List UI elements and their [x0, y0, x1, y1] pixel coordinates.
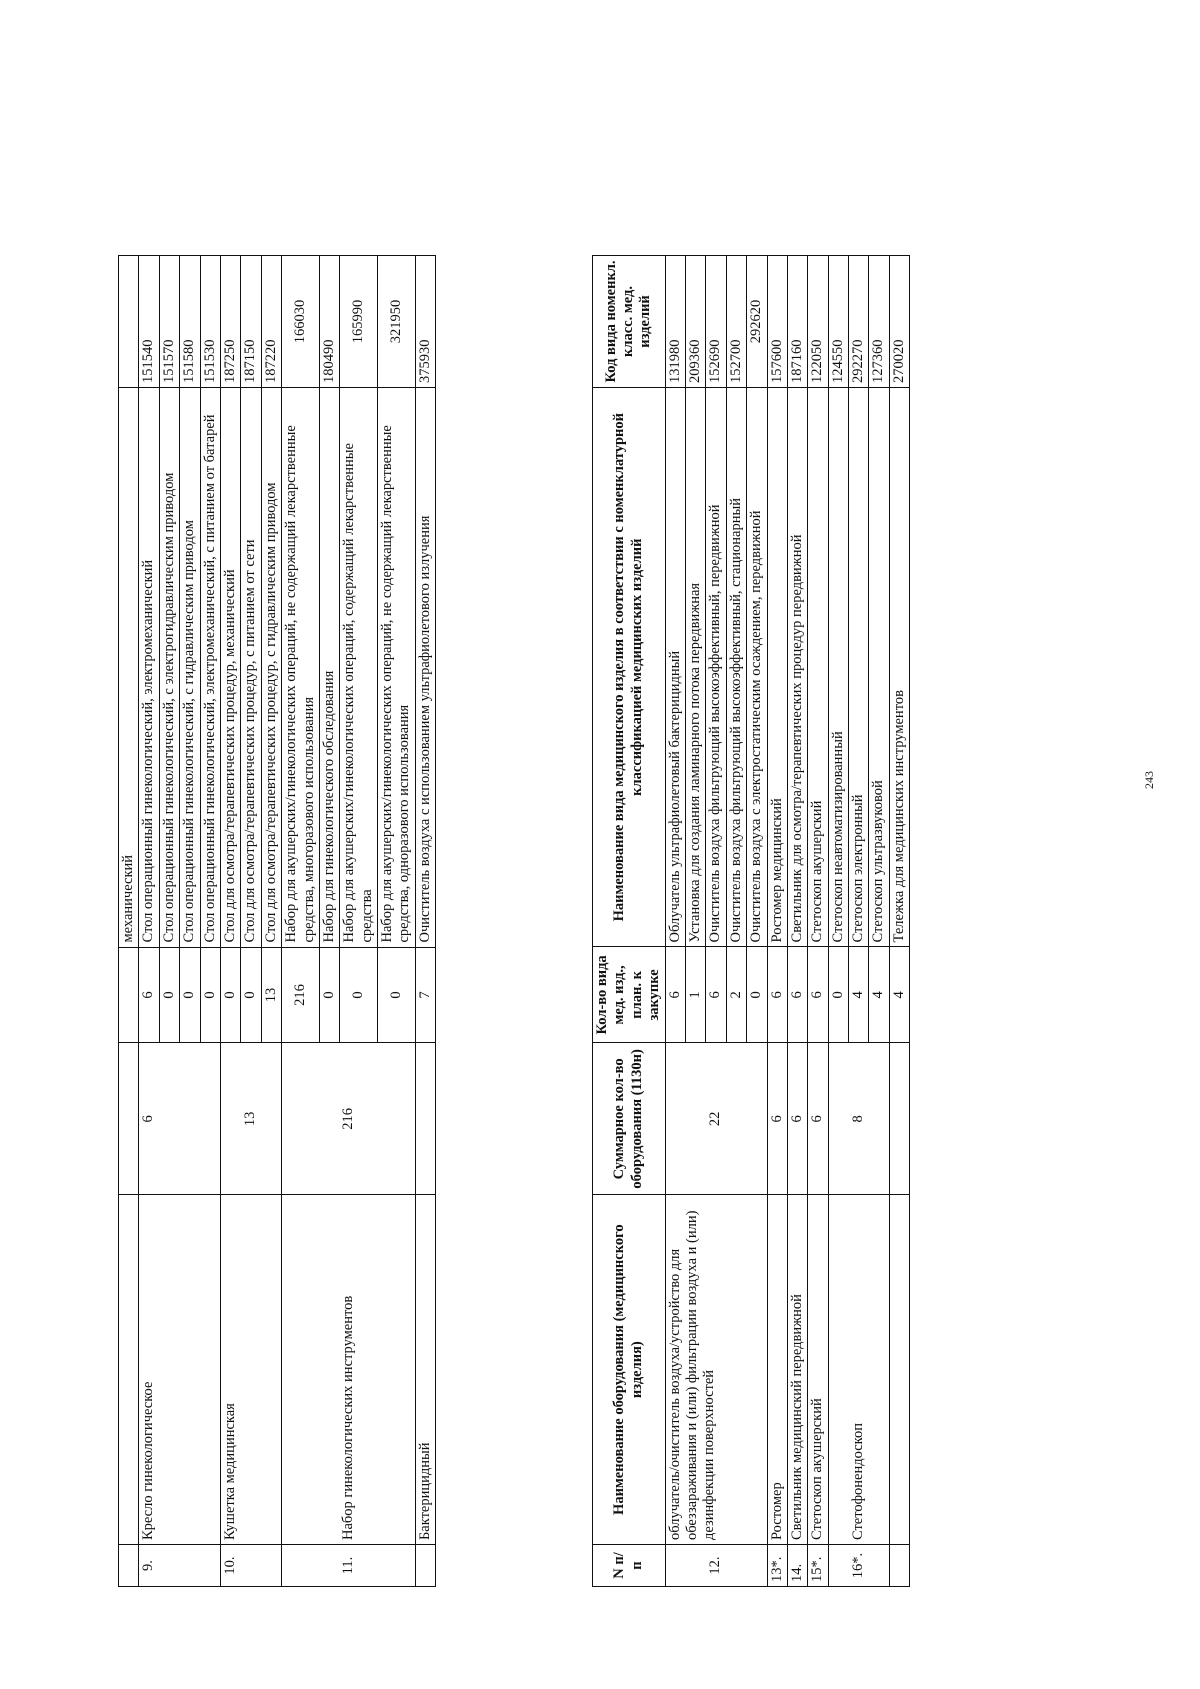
planned-quantity: 13: [261, 947, 281, 1043]
table-row: [787, 256, 807, 1587]
table-row: [767, 256, 787, 1587]
page-number: 243: [1142, 771, 1156, 789]
equipment-name: Кресло гинекологическое: [139, 1195, 221, 1545]
device-type-name: Стетоскоп неавтоматизированный: [828, 387, 848, 946]
device-type-name: Набор для акушерских/гинекологических операций, не содержащий лекарственные средства, одноразового использования: [378, 387, 416, 947]
device-code: 124550: [828, 256, 848, 388]
equipment-name: Бактерицидный: [415, 1195, 435, 1545]
device-type-name: Набор для акушерских/гинекологических операций, содержащий лекарственные средства: [340, 387, 378, 947]
planned-quantity: 6: [665, 947, 685, 1043]
device-type-name: Тележка для медицинских инструментов: [889, 387, 909, 946]
device-code: 166030: [282, 256, 320, 388]
table-row: [415, 256, 435, 1587]
device-code: 152700: [726, 256, 746, 388]
planned-quantity: 0: [828, 947, 848, 1043]
planned-quantity: 0: [340, 947, 378, 1043]
device-code: 187150: [241, 256, 261, 388]
device-code: 151540: [139, 256, 159, 388]
device-code: 187160: [787, 256, 807, 388]
planned-quantity: 0: [747, 947, 767, 1043]
device-type-name: Стол операционный гинекологический, с гидравлическим приводом: [180, 387, 200, 947]
planned-quantity: 216: [282, 947, 320, 1043]
planned-quantity: 6: [767, 947, 787, 1043]
device-code: 321950: [378, 256, 416, 388]
planned-quantity: 0: [378, 947, 416, 1043]
table-row: [828, 256, 848, 1587]
header-total-quantity: Суммарное кол-во оборудования (1130н): [593, 1043, 666, 1195]
device-type-name: Ростомер медицинский: [767, 387, 787, 946]
device-type-name: Очиститель воздуха с электростатическим осаждением, передвижной: [747, 387, 767, 946]
row-number: 9.: [139, 1545, 221, 1587]
planned-quantity: 6: [787, 947, 807, 1043]
planned-quantity: 6: [706, 947, 726, 1043]
device-type-name: Стол операционный гинекологический, электромеханический, с питанием от батарей: [200, 387, 220, 947]
table-row: [665, 256, 685, 1587]
device-type-name: Установка для создания ламинарного потока передвижная: [685, 387, 705, 946]
planned-quantity: 4: [849, 947, 869, 1043]
device-type-name: Набор для акушерских/гинекологических операций, не содержащий лекарственные средства, многоразового использования: [282, 387, 320, 947]
table-row: [889, 256, 909, 1587]
device-type-name: Набор для гинекологического обследования: [319, 387, 339, 947]
device-type-name: Облучатель ультрафиолетовый бактерицидный: [665, 387, 685, 946]
equipment-table-bottom: [592, 255, 910, 1587]
planned-quantity: 6: [139, 947, 159, 1043]
device-type-name: Стол для осмотра/терапевтических процедур, с гидравлическим приводом: [261, 387, 281, 947]
header-equipment-name: Наименование оборудования (медицинского изделия): [593, 1195, 666, 1545]
device-type-name: Светильник для осмотра/терапевтических процедур передвижной: [787, 387, 807, 946]
device-code: 127360: [869, 256, 889, 388]
planned-quantity: 6: [808, 947, 828, 1043]
total-quantity: 216: [282, 1043, 416, 1195]
equipment-name: Кушетка медицинская: [220, 1195, 281, 1545]
device-type-name: Очиститель воздуха фильтрующий высокоэффективный, передвижной: [706, 387, 726, 946]
row-number: 13*.: [767, 1545, 787, 1587]
planned-quantity: 0: [319, 947, 339, 1043]
device-type-name: Стол для осмотра/терапевтических процедур, механический: [220, 387, 240, 947]
table-row: [119, 256, 139, 1587]
planned-quantity: 2: [726, 947, 746, 1043]
equipment-name: Стетоскоп акушерский: [808, 1195, 828, 1545]
device-code: 151530: [200, 256, 220, 388]
total-quantity: 8: [828, 1043, 889, 1195]
device-type-name: Стол для осмотра/терапевтических процедур, с питанием от сети: [241, 387, 261, 947]
planned-quantity: 0: [180, 947, 200, 1043]
device-code: 180490: [319, 256, 339, 388]
device-type-name: механический: [119, 387, 139, 947]
device-code: 151570: [159, 256, 179, 388]
row-number: 14.: [787, 1545, 807, 1587]
equipment-name: Набор гинекологических инструментов: [282, 1195, 416, 1545]
row-number: 12.: [665, 1545, 767, 1587]
header-planned-quantity: Кол-во вида мед. изд., план. к закупке: [593, 947, 666, 1043]
row-number: 15*.: [808, 1545, 828, 1587]
device-type-name: Очиститель воздуха фильтрующий высокоэффективный, стационарный: [726, 387, 746, 946]
device-code: 151580: [180, 256, 200, 388]
row-number: 16*.: [828, 1545, 889, 1587]
device-type-name: Стол операционный гинекологический, электромеханический: [139, 387, 159, 947]
device-code: 187220: [261, 256, 281, 388]
total-quantity: 6: [767, 1043, 787, 1195]
planned-quantity: 0: [241, 947, 261, 1043]
planned-quantity: 7: [415, 947, 435, 1043]
table-row: [220, 256, 240, 1587]
equipment-name: Светильник медицинский передвижной: [787, 1195, 807, 1545]
device-code: 187250: [220, 256, 240, 388]
header-code: Код вида номенкл. класс. мед. изделий: [593, 256, 666, 388]
header-device-type: Наименование вида медицинского изделия в соответствии с номенклатурной классификацией медицинских изделий: [593, 387, 666, 946]
device-type-name: Стетоскоп электронный: [849, 387, 869, 946]
device-type-name: Стетоскоп ультразвуковой: [869, 387, 889, 946]
planned-quantity: 0: [200, 947, 220, 1043]
total-quantity: 6: [808, 1043, 828, 1195]
device-code: 152690: [706, 256, 726, 388]
planned-quantity: 4: [889, 947, 909, 1043]
equipment-table-top: [118, 255, 436, 1587]
table-row: [282, 256, 320, 1587]
device-code: 270020: [889, 256, 909, 388]
planned-quantity: 0: [159, 947, 179, 1043]
equipment-name: Ростомер: [767, 1195, 787, 1545]
device-code: 375930: [415, 256, 435, 388]
equipment-name: облучатель/очиститель воздуха/устройство для обеззараживания и (или) фильтрации воздуха и (или) дезинфекции поверхностей: [665, 1195, 767, 1545]
device-type-name: Стетоскоп акушерский: [808, 387, 828, 946]
device-code: 165990: [340, 256, 378, 388]
total-quantity: 13: [220, 1043, 281, 1195]
total-quantity: 6: [139, 1043, 221, 1195]
device-code: 122050: [808, 256, 828, 388]
table-header-row: [593, 256, 666, 1587]
row-number: 11.: [282, 1545, 416, 1587]
total-quantity: 22: [665, 1043, 767, 1195]
device-code: 292620: [747, 256, 767, 388]
device-code: 209360: [685, 256, 705, 388]
device-type-name: Стол операционный гинекологический, с электрогидравлическим приводом: [159, 387, 179, 947]
planned-quantity: 4: [869, 947, 889, 1043]
row-number: 10.: [220, 1545, 281, 1587]
equipment-name: Стетофонендоскоп: [828, 1195, 889, 1545]
planned-quantity: 1: [685, 947, 705, 1043]
planned-quantity: 0: [220, 947, 240, 1043]
device-code: 157600: [767, 256, 787, 388]
device-code: 292270: [849, 256, 869, 388]
header-number: N п/п: [593, 1545, 666, 1587]
device-code: 131980: [665, 256, 685, 388]
device-type-name: Очиститель воздуха с использованием ультрафиолетового излучения: [415, 387, 435, 947]
table-row: [139, 256, 159, 1587]
table-row: [808, 256, 828, 1587]
total-quantity: 6: [787, 1043, 807, 1195]
